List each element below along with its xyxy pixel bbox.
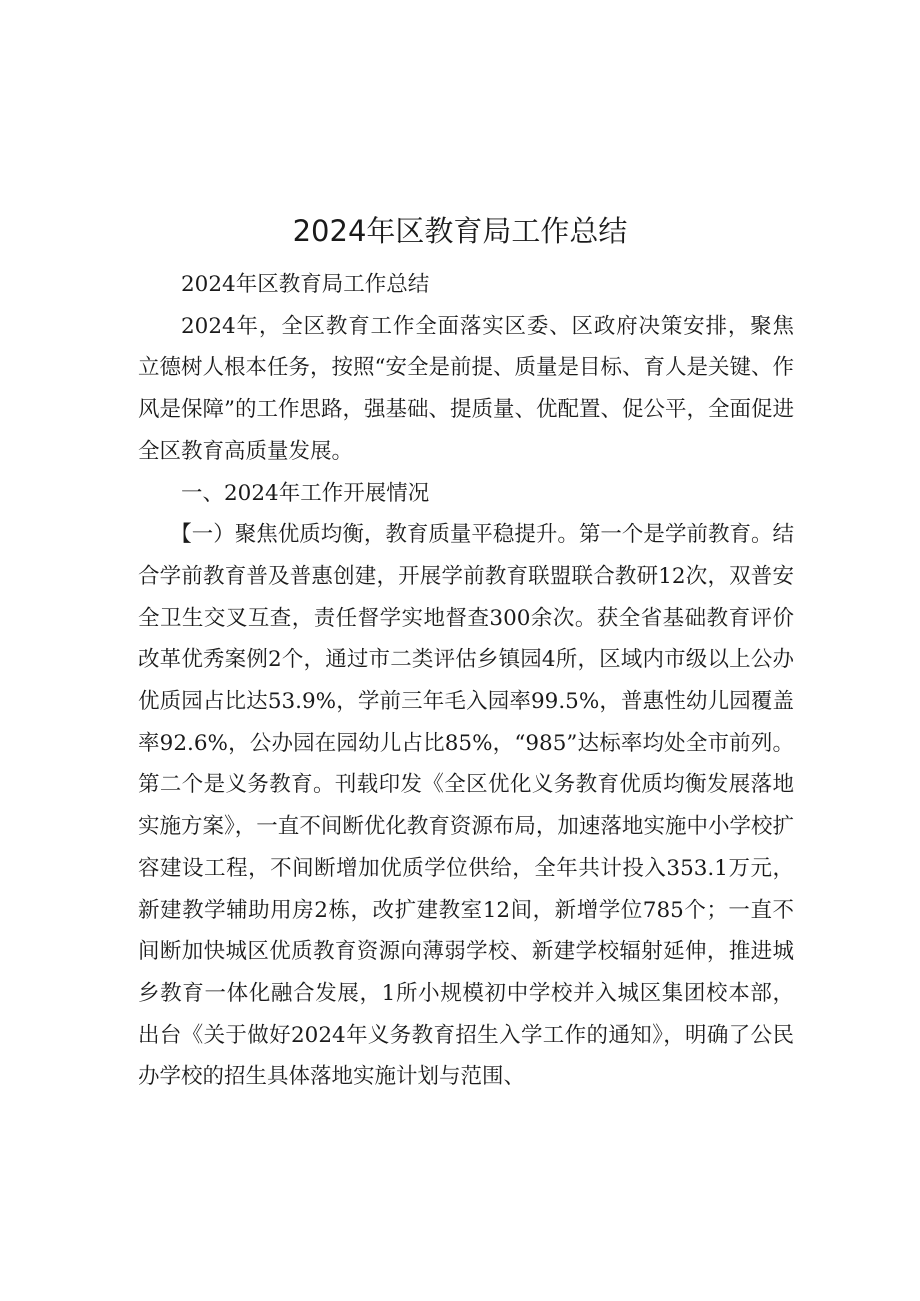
intro-paragraph: 2024年，全区教育工作全面落实区委、区政府决策安排，聚焦立德树人根本任务，按照“安全是前提、质量是目标、育人是关键、作风是保障”的工作思路，强基础、提质量、优配置、促公平，全面促进全区教育高质量发展。 [138,313,794,464]
document-body [138,264,794,1098]
document-title: 2024年区教育局工作总结 [292,214,628,248]
section-heading: 一、2024年工作开展情况 [181,480,430,506]
subtitle-paragraph: 2024年区教育局工作总结 [181,272,430,297]
section-paragraph: 【一）聚焦优质均衡，教育质量平稳提升。第一个是学前教育。结合学前教育普及普惠创建，开展学前教育联盟联合教研12次，双普安全卫生交叉互查，责任督学实地督查300余次。获全省基础教育评价改革优秀案例2个，通过市二类评估乡镇园4所，区域内市级以上公办优质园占比达53.9%，学前三年毛入园率99.5%，普惠性幼儿园覆盖率92.6%，公办园在园幼儿占比85%，“985”达标率均处全市前列。第二个是义务教育。刊载印发《全区优化义务教育优质均衡发展落地实施方案》，一直不间断优化教育资源布局，加速落地实施中小学校扩容建设工程，不间断增加优质学位供给，全年共计投入353.1万元，新建教学辅助用房2栋，改扩建教室12间，新增学位785个；一直不间断加快城区优质教育资源向薄弱学校、新建学校辐射延伸，推进城乡教育一体化融合发展，1所小规模初中学校并入城区集团校本部，出台《关于做好2024年义务教育招生入学工作的通知》，明确了公民办学校的招生具体落地实施计划与范围、 [138,522,794,1090]
